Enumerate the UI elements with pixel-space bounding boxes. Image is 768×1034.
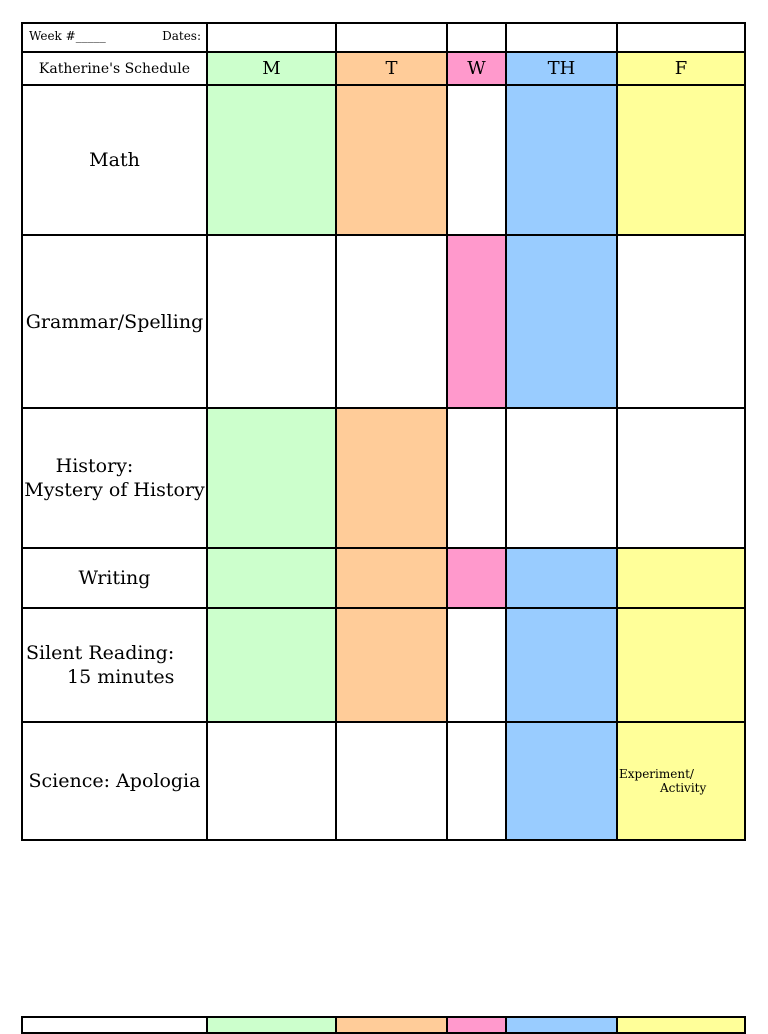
day-header-row — [22, 52, 745, 85]
subject-history-line2: Mystery of History — [24, 479, 205, 501]
subject-history-line1: History: — [55, 455, 134, 477]
day-header-f: F — [617, 52, 745, 85]
cell-math-f — [617, 85, 745, 235]
cell-reading-f — [617, 608, 745, 722]
date-cell-t — [336, 23, 447, 52]
next-page-cell-t — [336, 1017, 447, 1033]
cell-reading-th — [506, 608, 617, 722]
cell-math-th — [506, 85, 617, 235]
cell-grammar-w — [447, 235, 506, 408]
day-header-t: T — [336, 52, 447, 85]
subject-history — [22, 408, 207, 548]
row-writing — [22, 548, 745, 608]
science-friday-note-line2: Activity — [660, 781, 707, 795]
cell-reading-w — [447, 608, 506, 722]
next-page-table-top — [21, 1016, 746, 1034]
cell-science-w — [447, 722, 506, 840]
schedule-table — [21, 22, 746, 841]
cell-science-m — [207, 722, 336, 840]
next-page-cell-m — [207, 1017, 336, 1033]
date-cell-w — [447, 23, 506, 52]
subject-science: Science: Apologia — [22, 722, 207, 840]
cell-math-w — [447, 85, 506, 235]
subject-reading — [22, 608, 207, 722]
cell-grammar-m — [207, 235, 336, 408]
subject-writing: Writing — [22, 548, 207, 608]
day-header-w: W — [447, 52, 506, 85]
day-header-th: TH — [506, 52, 617, 85]
cell-math-m — [207, 85, 336, 235]
subject-reading-line2: 15 minutes — [67, 666, 175, 688]
subject-reading-line1: Silent Reading: — [26, 642, 175, 664]
row-math — [22, 85, 745, 235]
cell-reading-m — [207, 608, 336, 722]
cell-writing-f — [617, 548, 745, 608]
cell-science-t — [336, 722, 447, 840]
cell-grammar-f — [617, 235, 745, 408]
date-cell-th — [506, 23, 617, 52]
cell-science-th — [506, 722, 617, 840]
week-dates-cell — [22, 23, 207, 52]
cell-reading-t — [336, 608, 447, 722]
week-number-label: Week #_____ — [29, 29, 106, 43]
next-page-cell-w — [447, 1017, 506, 1033]
cell-history-w — [447, 408, 506, 548]
cell-history-f — [617, 408, 745, 548]
row-history — [22, 408, 745, 548]
cell-writing-w — [447, 548, 506, 608]
cell-history-th — [506, 408, 617, 548]
cell-writing-t — [336, 548, 447, 608]
row-reading — [22, 608, 745, 722]
cell-grammar-t — [336, 235, 447, 408]
date-cell-m — [207, 23, 336, 52]
cell-grammar-th — [506, 235, 617, 408]
cell-history-m — [207, 408, 336, 548]
science-friday-note-line1: Experiment/ — [619, 767, 694, 781]
row-science — [22, 722, 745, 840]
cell-math-t — [336, 85, 447, 235]
day-header-m: M — [207, 52, 336, 85]
subject-grammar: Grammar/Spelling — [22, 235, 207, 408]
next-page-cell-f — [617, 1017, 745, 1033]
subject-math: Math — [22, 85, 207, 235]
cell-writing-th — [506, 548, 617, 608]
next-page-cell-th — [506, 1017, 617, 1033]
row-grammar — [22, 235, 745, 408]
date-cell-f — [617, 23, 745, 52]
week-row — [22, 23, 745, 52]
schedule-title: Katherine's Schedule — [22, 52, 207, 85]
cell-writing-m — [207, 548, 336, 608]
dates-label: Dates: — [162, 29, 201, 43]
cell-history-t — [336, 408, 447, 548]
next-page-cell-label — [22, 1017, 207, 1033]
next-page-header-row — [22, 1017, 745, 1033]
cell-science-f — [617, 722, 745, 840]
